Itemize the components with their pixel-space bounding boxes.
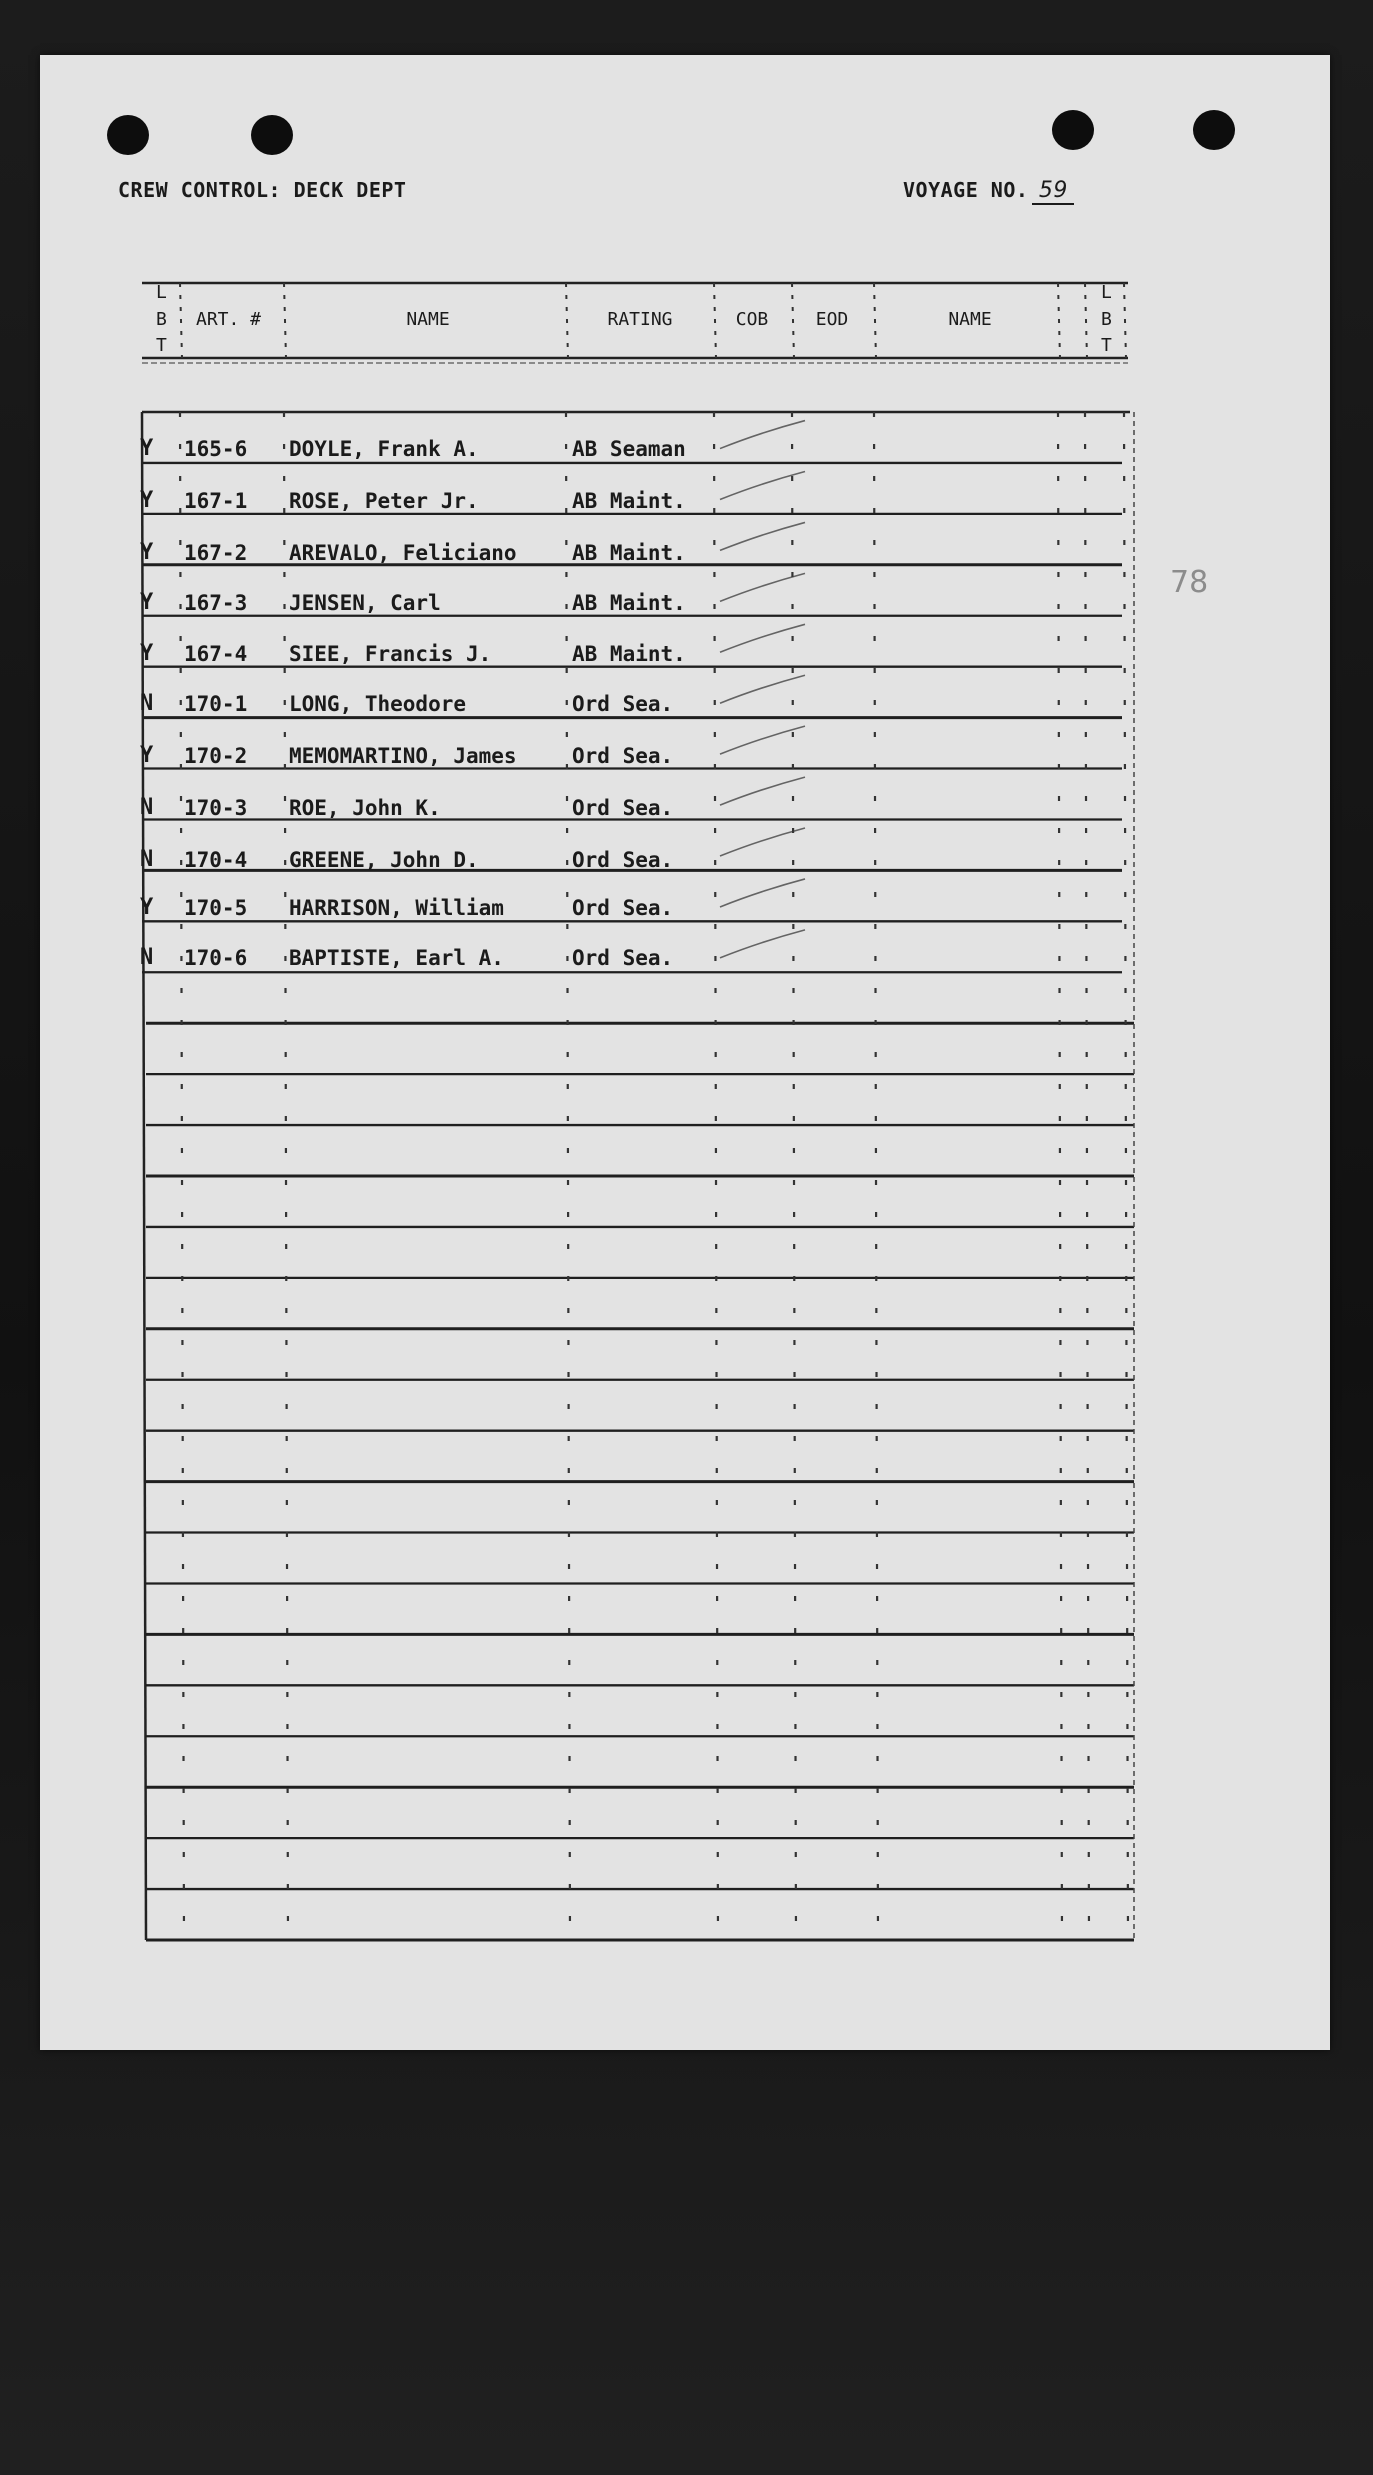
lbt-flag: Y xyxy=(140,895,154,920)
header-column-separator xyxy=(792,283,794,358)
crew-rating: Ord Sea. xyxy=(572,796,674,820)
art-number: 167-2 xyxy=(184,541,248,565)
header-b: B xyxy=(156,309,167,330)
crew-name: HARRISON, William xyxy=(289,896,504,920)
check-mark xyxy=(720,675,805,703)
crew-name: MEMOMARTINO, James xyxy=(289,744,517,768)
crew-rating: AB Maint. xyxy=(572,642,686,666)
art-number: 167-1 xyxy=(184,489,248,513)
crew-rating: Ord Sea. xyxy=(572,896,674,920)
header-b-right: B xyxy=(1101,309,1112,330)
header-name-2: NAME xyxy=(948,309,992,330)
header-t-right: T xyxy=(1101,335,1112,356)
check-mark xyxy=(720,930,805,958)
crew-name: SIEE, Francis J. xyxy=(289,642,492,666)
header-column-separator xyxy=(284,283,286,358)
crew-name: LONG, Theodore xyxy=(289,692,467,716)
lbt-flag: Y xyxy=(140,540,154,565)
header-column-separator xyxy=(1124,283,1126,358)
art-number: 170-5 xyxy=(184,896,248,920)
header-t: T xyxy=(156,335,167,356)
crew-rating: Ord Sea. xyxy=(572,692,674,716)
art-number: 165-6 xyxy=(184,437,248,461)
check-mark xyxy=(720,573,805,601)
lbt-flag: Y xyxy=(140,590,154,615)
crew-name: DOYLE, Frank A. xyxy=(289,437,479,461)
crew-rating: Ord Sea. xyxy=(572,744,674,768)
voyage-number: 59 xyxy=(1032,178,1074,205)
header-cob: COB xyxy=(735,309,769,330)
lbt-flag: N xyxy=(140,847,154,872)
header-column-separator xyxy=(566,283,568,358)
lbt-flag: Y xyxy=(140,488,154,513)
art-number: 170-4 xyxy=(184,848,248,872)
lbt-flag: N xyxy=(140,691,154,716)
crew-rating: AB Seaman xyxy=(572,437,686,461)
header-rating: RATING xyxy=(607,309,673,330)
lbt-flag: Y xyxy=(140,436,154,461)
check-mark xyxy=(720,726,805,754)
header-column-separator xyxy=(714,283,716,358)
header-art-no: ART. # xyxy=(196,309,262,330)
crew-rating: AB Maint. xyxy=(572,591,686,615)
check-mark xyxy=(720,828,805,856)
header-name: NAME xyxy=(406,309,450,330)
document-title: CREW CONTROL: DECK DEPT xyxy=(118,178,407,202)
art-number: 170-6 xyxy=(184,946,248,970)
check-mark xyxy=(720,522,805,550)
header-column-separator xyxy=(874,283,876,358)
art-number: 170-3 xyxy=(184,796,248,820)
crew-name: ROSE, Peter Jr. xyxy=(289,489,479,513)
crew-rating: AB Maint. xyxy=(572,489,686,513)
crew-name: JENSEN, Carl xyxy=(289,591,441,615)
check-mark xyxy=(720,471,805,499)
lbt-flag: N xyxy=(140,945,154,970)
art-number: 167-4 xyxy=(184,642,248,666)
lbt-flag: Y xyxy=(140,743,154,768)
header-l: L xyxy=(156,282,167,303)
crew-name: ROE, John K. xyxy=(289,796,441,820)
crew-rating: AB Maint. xyxy=(572,541,686,565)
margin-page-number: 78 xyxy=(1170,565,1209,600)
art-number: 167-3 xyxy=(184,591,248,615)
lbt-flag: Y xyxy=(140,641,154,666)
crew-name: BAPTISTE, Earl A. xyxy=(289,946,504,970)
header-column-separator xyxy=(180,283,182,358)
voyage-label: VOYAGE NO. xyxy=(903,178,1029,202)
crew-name: AREVALO, Feliciano xyxy=(289,541,517,565)
art-number: 170-2 xyxy=(184,744,248,768)
crew-name: GREENE, John D. xyxy=(289,848,479,872)
header-l-right: L xyxy=(1101,282,1112,303)
header-column-separator xyxy=(1058,283,1060,358)
header-eod: EOD xyxy=(815,309,849,330)
header-column-separator xyxy=(1085,283,1087,358)
crew-rating: Ord Sea. xyxy=(572,848,674,872)
art-number: 170-1 xyxy=(184,692,248,716)
lbt-flag: N xyxy=(140,795,154,820)
crew-rating: Ord Sea. xyxy=(572,946,674,970)
